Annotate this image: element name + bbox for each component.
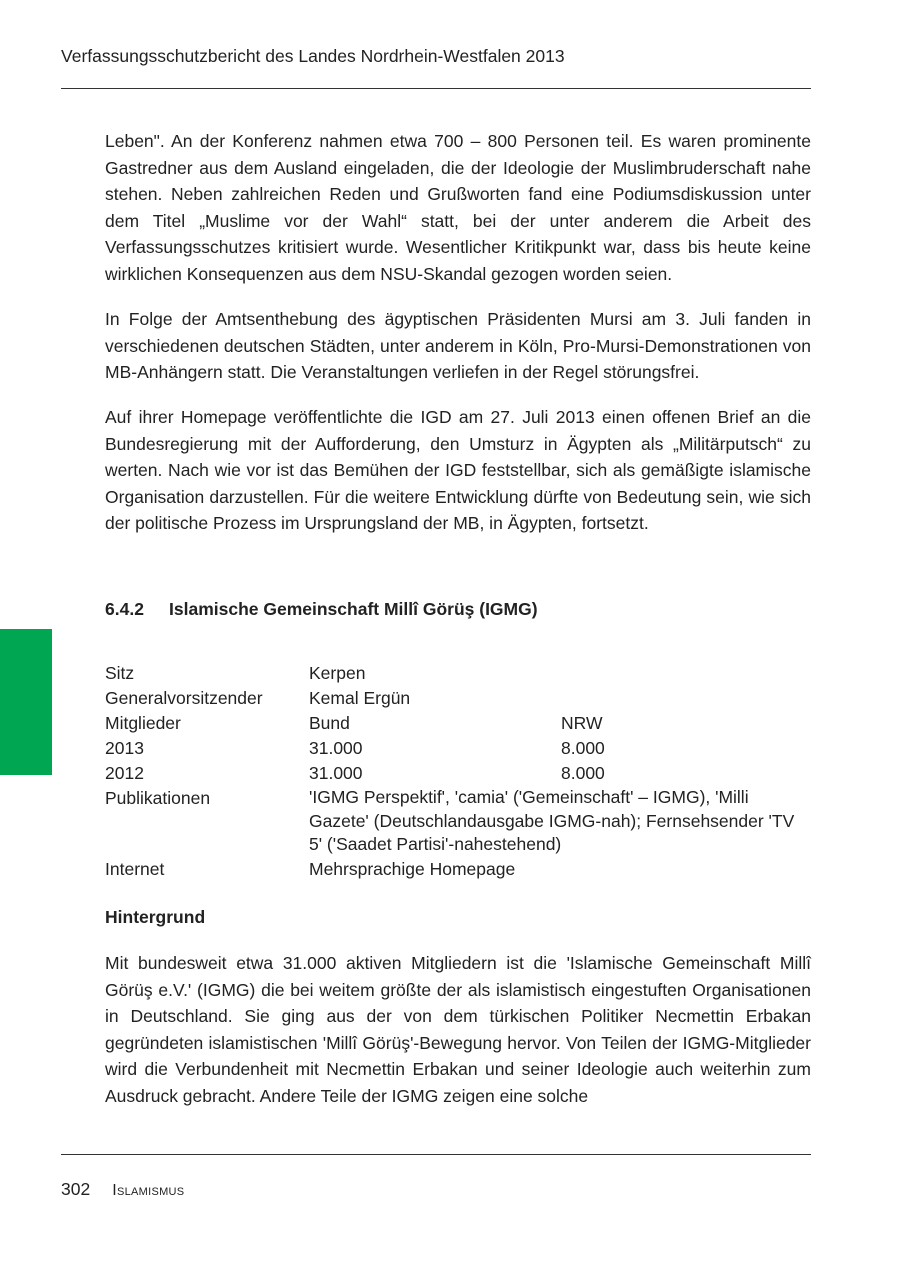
paragraph-open-letter: Auf ihrer Homepage veröffentlichte die IGD am 27. Juli 2013 einen offenen Brief an die Bundesregierung mit der Aufforderung, den Umsturz in Ägypten als „Militärputsch“ zu werten. Nach wie vor ist das Bemühen der IGD feststellbar, sich als gemäßigte islamische Organisation darzustellen. Für die weitere Entwicklung dürfte von Bedeutung sein, wie sich der politische Prozess im Ursprungsland der MB, in Ägypten, fortsetzt. xyxy=(105,407,811,534)
page-footer xyxy=(61,1179,184,1200)
paragraph-2-block xyxy=(105,306,811,386)
column-header-nrw: NRW xyxy=(561,713,603,733)
paragraph-background-block xyxy=(105,950,811,1110)
fact-label: 2012 xyxy=(105,763,144,783)
fact-table xyxy=(105,661,809,882)
column-header-bund: Bund xyxy=(309,713,350,733)
section-title: Islamische Gemeinschaft Millî Görüş (IGMG) xyxy=(169,599,538,619)
fact-row-2013 xyxy=(105,736,809,761)
fact-row-internet xyxy=(105,857,809,882)
fact-value: Mehrsprachige Homepage xyxy=(309,858,516,879)
fact-value: 'IGMG Perspektif', 'camia' ('Gemeinschaft' – IGMG), 'Milli Gazete' (Deutschlandausgabe IGMG-nah); Fernsehsender 'TV 5' ('Saadet Partisi'-nahestehend) xyxy=(309,787,795,854)
fact-value: 8.000 xyxy=(561,738,605,758)
paragraph-1-block xyxy=(105,128,811,288)
fact-row-publikationen xyxy=(105,786,809,857)
fact-row-2012 xyxy=(105,761,809,786)
fact-label: Generalvorsitzender xyxy=(105,688,263,708)
paragraph-demonstrations: In Folge der Amtsenthebung des ägyptischen Präsidenten Mursi am 3. Juli fanden in verschiedenen deutschen Städten, unter anderem in Köln, Pro-Mursi-Demonstrationen von MB-Anhängern statt. Die Veranstaltungen verliefen in der Regel störungsfrei. xyxy=(105,309,811,383)
fact-row-mitglieder xyxy=(105,711,809,736)
footer-section-name: Islamismus xyxy=(112,1182,185,1199)
fact-label: Mitglieder xyxy=(105,713,181,733)
paragraph-background: Mit bundesweit etwa 31.000 aktiven Mitgliedern ist die 'Islamische Gemeinschaft Millî Görüş e.V.' (IGMG) die bei weitem größte der als islamistisch eingestuften Organisationen in Deutschland. Sie ging aus der von dem türkischen Politiker Necmettin Erbakan gegründeten islamistischen 'Millî Görüş'-Bewegung hervor. Von Teilen der IGMG-Mitglieder wird die Verbundenheit mit Necmettin Erbakan und seiner Ideologie auch weiterhin zum Ausdruck gebracht. Andere Teile der IGMG zeigen eine solche xyxy=(105,953,811,1106)
fact-value: 8.000 xyxy=(561,763,605,783)
chapter-marker-bar xyxy=(0,629,52,775)
section-heading xyxy=(105,599,538,620)
fact-value: Kemal Ergün xyxy=(309,688,411,708)
fact-label: Internet xyxy=(105,858,165,879)
paragraph-conference: Leben". An der Konferenz nahmen etwa 700 – 800 Personen teil. Es waren prominente Gastredner aus dem Ausland eingeladen, die der Ideologie der Muslimbruderschaft nahe stehen. Neben zahlreichen Reden und Grußworten fand eine Podiumsdiskussion unter dem Titel „Muslime vor der Wahl“ statt, bei der unter anderem die Arbeit des Verfassungsschutzes kritisiert wurde. Wesentlicher Kritikpunkt war, dass bis heute keine wirklichen Konsequenzen aus dem NSU-Skandal gezogen worden seien. xyxy=(105,131,811,284)
fact-value: 31.000 xyxy=(309,738,363,758)
header-divider xyxy=(61,88,811,89)
page-header-title: Verfassungsschutzbericht des Landes Nordrhein-Westfalen 2013 xyxy=(61,46,565,66)
fact-value: 31.000 xyxy=(309,763,363,783)
fact-label: 2013 xyxy=(105,738,144,758)
fact-label: Publikationen xyxy=(105,788,211,808)
subheading-hintergrund: Hintergrund xyxy=(105,907,206,927)
fact-value: Kerpen xyxy=(309,663,366,683)
section-number: 6.4.2 xyxy=(105,599,144,619)
fact-label: Sitz xyxy=(105,663,135,683)
fact-row-vorsitz xyxy=(105,686,809,711)
fact-row-sitz xyxy=(105,661,809,686)
page-number: 302 xyxy=(61,1179,91,1199)
footer-divider xyxy=(61,1154,811,1155)
paragraph-3-block xyxy=(105,404,811,537)
